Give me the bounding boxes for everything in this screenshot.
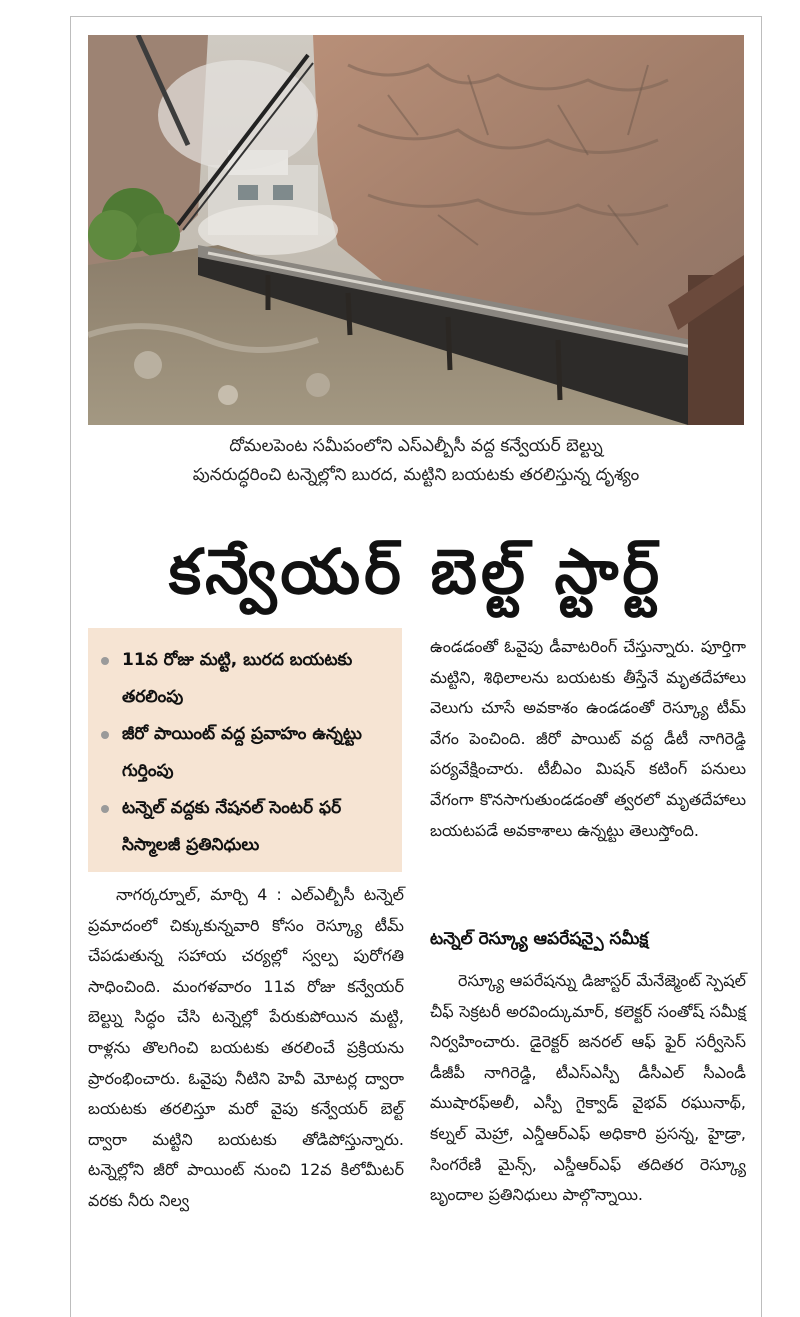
news-photo xyxy=(88,35,744,425)
highlight-item xyxy=(98,716,392,790)
highlight-text: 11వ రోజు మట్టి, బురద బయటకు తరలింపు xyxy=(122,650,353,707)
caption-line-1: దోమలపెంట సమీపంలోని ఎస్ఎల్బీసీ వద్ద కన్వేయర్ బెల్ట్ను xyxy=(229,436,603,456)
body-column-right xyxy=(430,632,746,846)
highlight-item xyxy=(98,642,392,716)
bullet-icon xyxy=(101,731,109,739)
bullet-icon xyxy=(101,805,109,813)
highlight-item xyxy=(98,790,392,864)
body-column-right-2 xyxy=(430,966,746,1211)
caption-line-2: పునరుద్ధరించి టన్నెల్లోని బురద, మట్టిని బయటకు తరలిస్తున్న దృశ్యం xyxy=(192,465,640,485)
body-text-right-2: రెస్క్యూ ఆపరేషన్ను డిజాస్టర్ మేనేజ్మెంట్ స్పెషల్ చీఫ్ సెక్రటరీ అరవింద్కుమార్, కలెక్టర్ సంతోష్ సమీక్ష నిర్వహించారు. డైరెక్టర్ జనరల్ ఆఫ్ ఫైర్ సర్వీసెస్ డీజీపీ నాగిరెడ్డి, టీఎస్ఎస్పీ డీసీఎల్ సీఎండీ ముషారఫ్అలీ, ఎస్పీ గైక్వాడ్ వైభవ్ రఘునాథ్, కల్నల్ మెహ్రా, ఎన్డీఆర్ఎఫ్ అధికారి ప్రసన్న, హైడ్రా, సింగరేణి మైన్స్, ఎస్డీఆర్ఎఫ్ తదితర రెస్క్యూ బృందాల ప్రతినిధులు పాల్గొన్నాయి. xyxy=(430,971,746,1205)
article-headline: కన్వేయర్ బెల్ట్ స్టార్ట్ xyxy=(168,535,664,608)
highlight-text: జీరో పాయింట్ వద్ద ప్రవాహం ఉన్నట్టు గుర్తింపు xyxy=(122,724,362,781)
body-text-right: ఉండడంతో ఓవైపు డీవాటరింగ్ చేస్తున్నారు. పూర్తిగా మట్టిని, శిథిలాలను బయటకు తీస్తేనే మృతదేహాలు వెలుగు చూసే అవకాశం ఉండడంతో రెస్క్యూ టీమ్ వేగం పెంచింది. జీరో పాయిట్ వద్ద డీటీ నాగిరెడ్డి పర్యవేక్షించారు. టీబీఎం మిషన్ కటింగ్ పనులు వేగంగా కొనసాగుతుండడంతో త్వరలో మృతదేహాలు బయటపడే అవకాశాలు ఉన్నట్టు తెలుస్తోంది. xyxy=(430,637,746,840)
bullet-icon xyxy=(101,657,109,665)
body-text-left: నాగర్కర్నూల్, మార్చి 4 : ఎల్ఎల్బీసీ టన్నెల్ ప్రమాదంలో చిక్కుకున్నవారి కోసం రెస్క్యూ టీమ్ చేపడుతున్న సహాయ చర్యల్లో స్వల్ప పురోగతి సాధించింది. మంగళవారం 11వ రోజు కన్వేయర్ బెల్ట్ను సిద్ధం చేసి టన్నెల్లో పేరుకుపోయిన మట్టి, రాళ్లను తొలగించి బయటకు తరలించే ప్రక్రియను ప్రారంభించారు. ఓవైపు నీటిని హెవీ మోటర్ల ద్వారా బయటకు తరలిస్తూ మరో వైపు కన్వేయర్ బెల్ట్ ద్వారా మట్టిని బయటకు తోడిపోస్తున్నారు. టన్నెల్లోని జీరో పాయింట్ నుంచి 12వ కిలోమీటర్ వరకు నీరు నిల్వ xyxy=(88,885,404,1210)
highlights-box xyxy=(88,628,402,872)
photo-caption xyxy=(88,432,744,490)
body-column-left xyxy=(88,880,404,1217)
highlight-text: టన్నెల్ వద్దకు నేషనల్ సెంటర్ ఫర్ సిస్మాలజీ ప్రతినిధులు xyxy=(122,798,342,855)
section-subheading: టన్నెల్ రెస్క్యూ ఆపరేషన్పై సమీక్ష xyxy=(430,929,649,949)
